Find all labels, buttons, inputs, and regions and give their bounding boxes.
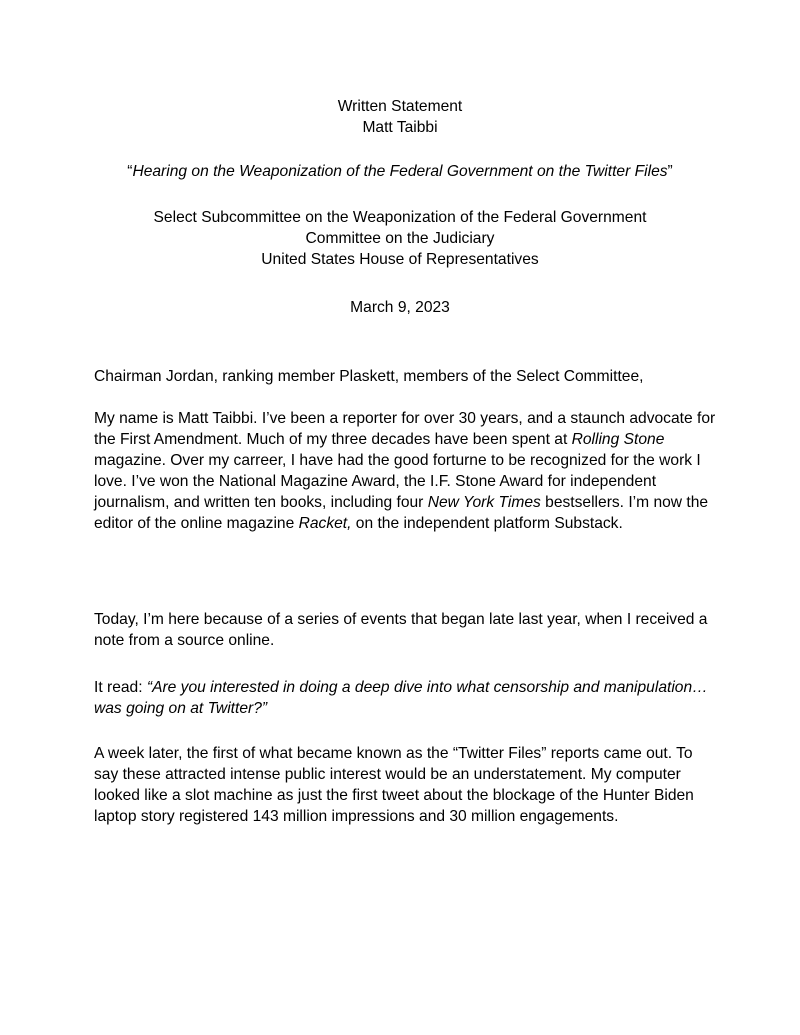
committee-line: Committee on the Judiciary [305, 230, 495, 247]
intro-text-a: My name is Matt Taibbi. I’ve been a reporter for over 30 years, and a staunch advocate for the First Amendment. Much of my three decades have been spent at [94, 410, 716, 448]
quote-paragraph [94, 677, 719, 719]
intro-text-c: bestsellers. I’m now the editor of the online magazine [94, 494, 709, 532]
hearing-title-line [0, 161, 800, 182]
source-quote: “Are you interested in doing a deep dive into what censorship and manipulation… was going on at Twitter?” [94, 679, 708, 717]
hearing-open-quote: “ [127, 163, 133, 180]
salutation-block [94, 366, 719, 387]
statement-date: March 9, 2023 [350, 299, 450, 316]
racket-title: Racket, [298, 515, 352, 532]
document-header [0, 96, 800, 138]
author-line: Matt Taibbi [362, 119, 438, 136]
hearing-title-block [0, 161, 800, 182]
hearing-title: Hearing on the Weaponization of the Federal Government on the Twitter Files [132, 163, 668, 180]
salutation: Chairman Jordan, ranking member Plaskett, members of the Select Committee, [94, 368, 644, 385]
paragraph-intro [94, 408, 719, 534]
intro-text-d: on the independent platform Substack. [351, 515, 623, 532]
nyt-title: New York Times [427, 494, 541, 511]
intro-paragraph [94, 408, 719, 534]
date-block [0, 297, 800, 318]
source-paragraph: Today, I’m here because of a series of events that began late last year, when I received a note from a source online. [94, 611, 708, 649]
doc-type-line: Written Statement [337, 98, 463, 115]
intro-text-b: magazine. Over my carreer, I have had the good forturne to be recognized for the work I love. I’ve won the National Magazine Award, the I.F. Stone Award for independent journalism, and written ten books, including four [94, 452, 701, 511]
paragraph-twitter-files [94, 743, 719, 827]
twitter-files-paragraph: A week later, the first of what became known as the “Twitter Files” reports came out. To say these attracted intense public interest would be an understatement. My computer looked like a slot machine as just the first tweet about the blockage of the Hunter Biden laptop story registered 143 million impressions and 30 million engagements. [94, 745, 694, 825]
hearing-close-quote: ” [667, 163, 673, 180]
paragraph-quote [94, 677, 719, 719]
house-line: United States House of Representatives [261, 251, 539, 268]
subcommittee-line: Select Subcommittee on the Weaponization of the Federal Government [153, 209, 647, 226]
quote-lead: It read: [94, 679, 147, 696]
rolling-stone-title: Rolling Stone [571, 431, 665, 448]
paragraph-source [94, 609, 719, 651]
committee-block [0, 207, 800, 270]
